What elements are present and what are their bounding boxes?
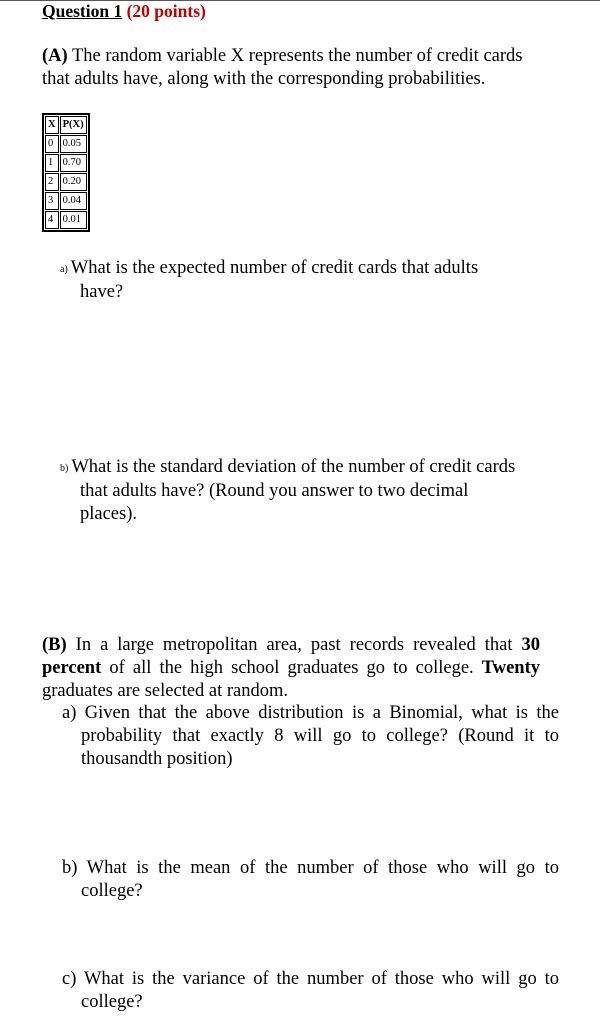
table-cell-px: 0.04 [60, 192, 87, 210]
item-text-line3: places). [80, 504, 138, 524]
question-title [42, 1, 206, 22]
table-cell-x: 2 [45, 173, 59, 191]
part-a-item-a [60, 257, 540, 304]
item-text-line1: What is the standard deviation of the number of credit cards [71, 457, 516, 477]
table-cell-x: 1 [45, 154, 59, 172]
table-header-row [45, 116, 87, 134]
part-b-intro [42, 634, 540, 703]
item-text: What is the mean of the number of those who will go to college? [81, 858, 559, 901]
item-text: Given that the above distribution is a Binomial, what is the probability that exactly 8 will go to college? (Round it to thousandth position) [81, 703, 559, 769]
item-text: What is the variance of the number of those who will go to college? [81, 969, 559, 1012]
item-label: b) [62, 858, 78, 878]
part-b-item-b [62, 857, 559, 903]
part-a-label: (A) [42, 46, 68, 66]
part-b-label: (B) [42, 635, 67, 655]
table-cell-x: 3 [45, 192, 59, 210]
table-header-px: P(X) [60, 116, 87, 134]
question-number: Question 1 [42, 1, 123, 21]
item-text-line1: What is the expected number of credit cards that adults [70, 258, 479, 278]
table-cell-px: 0.01 [60, 211, 87, 229]
table-row [45, 135, 87, 153]
table-cell-x: 0 [45, 135, 59, 153]
table-cell-x: 4 [45, 211, 59, 229]
part-b-text-before: In a large metropolitan area, past records revealed that [75, 635, 513, 655]
item-text-line2: that adults have? (Round you answer to two decimal [80, 481, 469, 501]
part-b-text-after: graduates are selected at random. [42, 681, 289, 701]
table-row [45, 192, 87, 210]
question-points: (20 points) [126, 1, 206, 21]
probability-table [42, 113, 90, 232]
item-label: a) [62, 703, 77, 723]
table-row [45, 154, 87, 172]
part-a-intro [42, 45, 542, 91]
item-label: a) [60, 264, 68, 275]
table-row [45, 211, 87, 229]
table-row [45, 173, 87, 191]
part-b-bold-percent: 30 percent [42, 635, 541, 678]
table-header-x: X [45, 116, 59, 134]
item-label: c) [62, 969, 77, 989]
table-cell-px: 0.70 [60, 154, 87, 172]
part-b-bold-count: Twenty [481, 658, 541, 678]
table-cell-px: 0.05 [60, 135, 87, 153]
part-b-text-mid: of all the high school graduates go to college. [109, 658, 474, 678]
part-a-text: The random variable X represents the number of credit cards that adults have, along with the corresponding probabilities. [42, 46, 523, 89]
table-cell-px: 0.20 [60, 173, 87, 191]
part-b-item-a [62, 702, 559, 771]
item-label: b) [60, 463, 69, 474]
part-a-item-b [60, 456, 540, 526]
part-b-item-c [62, 968, 559, 1014]
item-text-line2: have? [80, 282, 124, 302]
